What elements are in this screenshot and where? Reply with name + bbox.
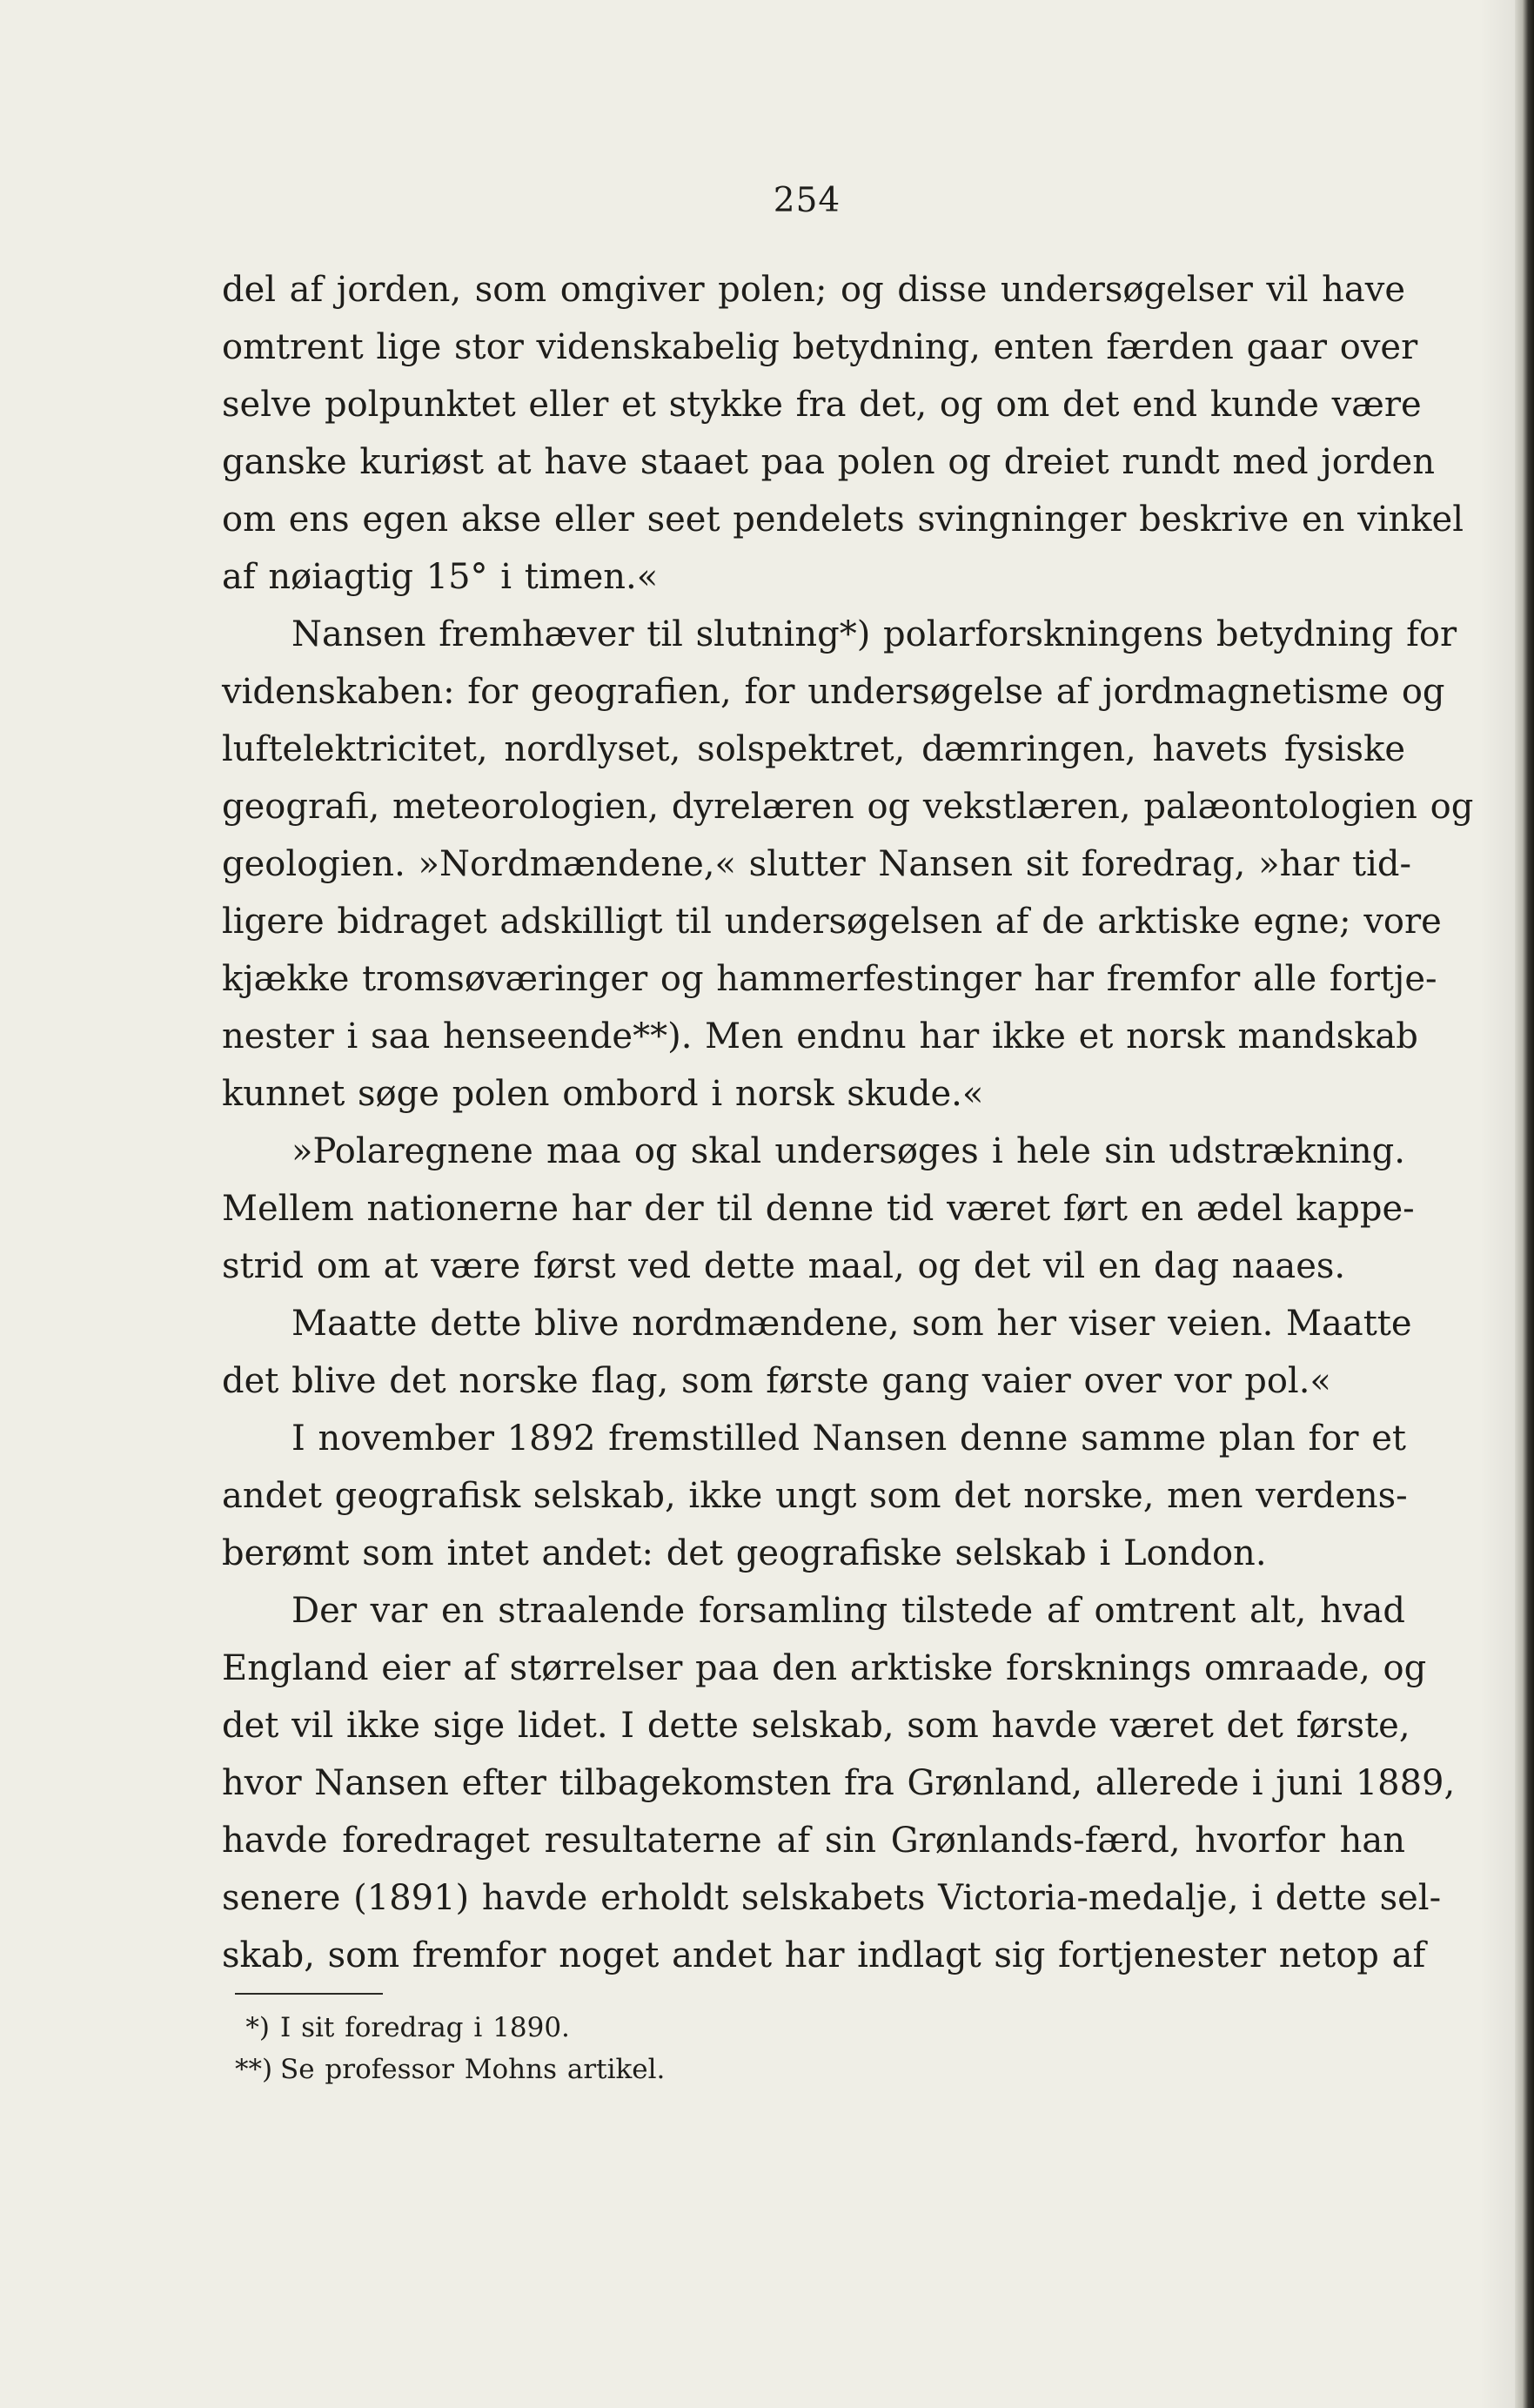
footnote-text: I sit foredrag i 1890. bbox=[280, 2012, 570, 2043]
text-line: kjække tromsøværinger og hammerfestinger har fremfor alle fortje- bbox=[222, 959, 1437, 999]
text-line: havde foredraget resultaterne af sin Grønlands-færd, hvorfor han bbox=[222, 1821, 1405, 1861]
text-line: omtrent lige stor videnskabelig betydning, enten færden gaar over bbox=[222, 327, 1418, 367]
text-line: berømt som intet andet: det geografiske selskab i London. bbox=[222, 1533, 1267, 1573]
text-line: andet geografisk selskab, ikke ungt som det norske, men verdens- bbox=[222, 1476, 1408, 1516]
text-line: I november 1892 fremstilled Nansen denne samme plan for et bbox=[291, 1419, 1406, 1459]
text-line: om ens egen akse eller seet pendelets svingninger beskrive en vinkel bbox=[222, 500, 1464, 540]
text-line: England eier af størrelser paa den arktiske forsknings omraade, og bbox=[222, 1648, 1427, 1688]
footnote bbox=[235, 2049, 1192, 2090]
text-line: Der var en straalende forsamling tilstede af omtrent alt, hvad bbox=[291, 1591, 1405, 1631]
text-line: geologien. »Nordmændene,« slutter Nansen sit foredrag, »har tid- bbox=[222, 844, 1412, 884]
footnote-text: Se professor Mohns artikel. bbox=[280, 2054, 666, 2085]
footnote-mark: *) bbox=[245, 2012, 270, 2043]
text-line: ligere bidraget adskilligt til undersøgelsen af de arktiske egne; vore bbox=[222, 902, 1442, 942]
footnotes bbox=[235, 2007, 1192, 2090]
text-line: senere (1891) havde erholdt selskabets Victoria-medalje, i dette sel- bbox=[222, 1878, 1442, 1918]
footnote-rule bbox=[235, 1993, 383, 1995]
body-text bbox=[222, 261, 1474, 1984]
text-line: luftelektricitet, nordlyset, solspektret, dæmringen, havets fysiske bbox=[222, 729, 1405, 769]
text-line: nester i saa henseende**). Men endnu har ikke et norsk mandskab bbox=[222, 1016, 1418, 1056]
text-line: hvor Nansen efter tilbagekomsten fra Grønland, allerede i juni 1889, bbox=[222, 1763, 1456, 1803]
page-number: 254 bbox=[773, 181, 841, 220]
text-line: skab, som fremfor noget andet har indlagt sig fortjenester netop af bbox=[222, 1935, 1426, 1975]
text-line: kunnet søge polen ombord i norsk skude.« bbox=[222, 1074, 984, 1114]
text-line: selve polpunktet eller et stykke fra det, og om det end kunde være bbox=[222, 385, 1422, 425]
text-line: ganske kuriøst at have staaet paa polen og dreiet rundt med jorden bbox=[222, 442, 1435, 482]
text-line: del af jorden, som omgiver polen; og disse undersøgelser vil have bbox=[222, 270, 1405, 310]
text-line: af nøiagtig 15° i timen.« bbox=[222, 557, 659, 597]
text-line: det blive det norske flag, som første gang vaier over vor pol.« bbox=[222, 1361, 1331, 1401]
text-line: Nansen fremhæver til slutning*) polarforskningens betydning for bbox=[291, 614, 1457, 654]
text-line: Maatte dette blive nordmændene, som her viser veien. Maatte bbox=[291, 1304, 1412, 1344]
page-gutter-shadow bbox=[1480, 0, 1515, 2408]
footnote bbox=[235, 2007, 1192, 2049]
text-line: geografi, meteorologien, dyrelæren og vekstlæren, palæontologien og bbox=[222, 787, 1474, 827]
page-edge bbox=[1515, 0, 1534, 2408]
text-line: strid om at være først ved dette maal, og det vil en dag naaes. bbox=[222, 1246, 1346, 1286]
text-line: »Polaregnene maa og skal undersøges i hele sin udstrækning. bbox=[291, 1131, 1405, 1171]
text-line: videnskaben: for geografien, for undersøgelse af jordmagnetisme og bbox=[222, 672, 1445, 712]
text-line: det vil ikke sige lidet. I dette selskab, som havde været det første, bbox=[222, 1706, 1410, 1746]
text-line: Mellem nationerne har der til denne tid været ført en ædel kappe- bbox=[222, 1189, 1415, 1229]
footnote-mark: **) bbox=[235, 2054, 273, 2085]
